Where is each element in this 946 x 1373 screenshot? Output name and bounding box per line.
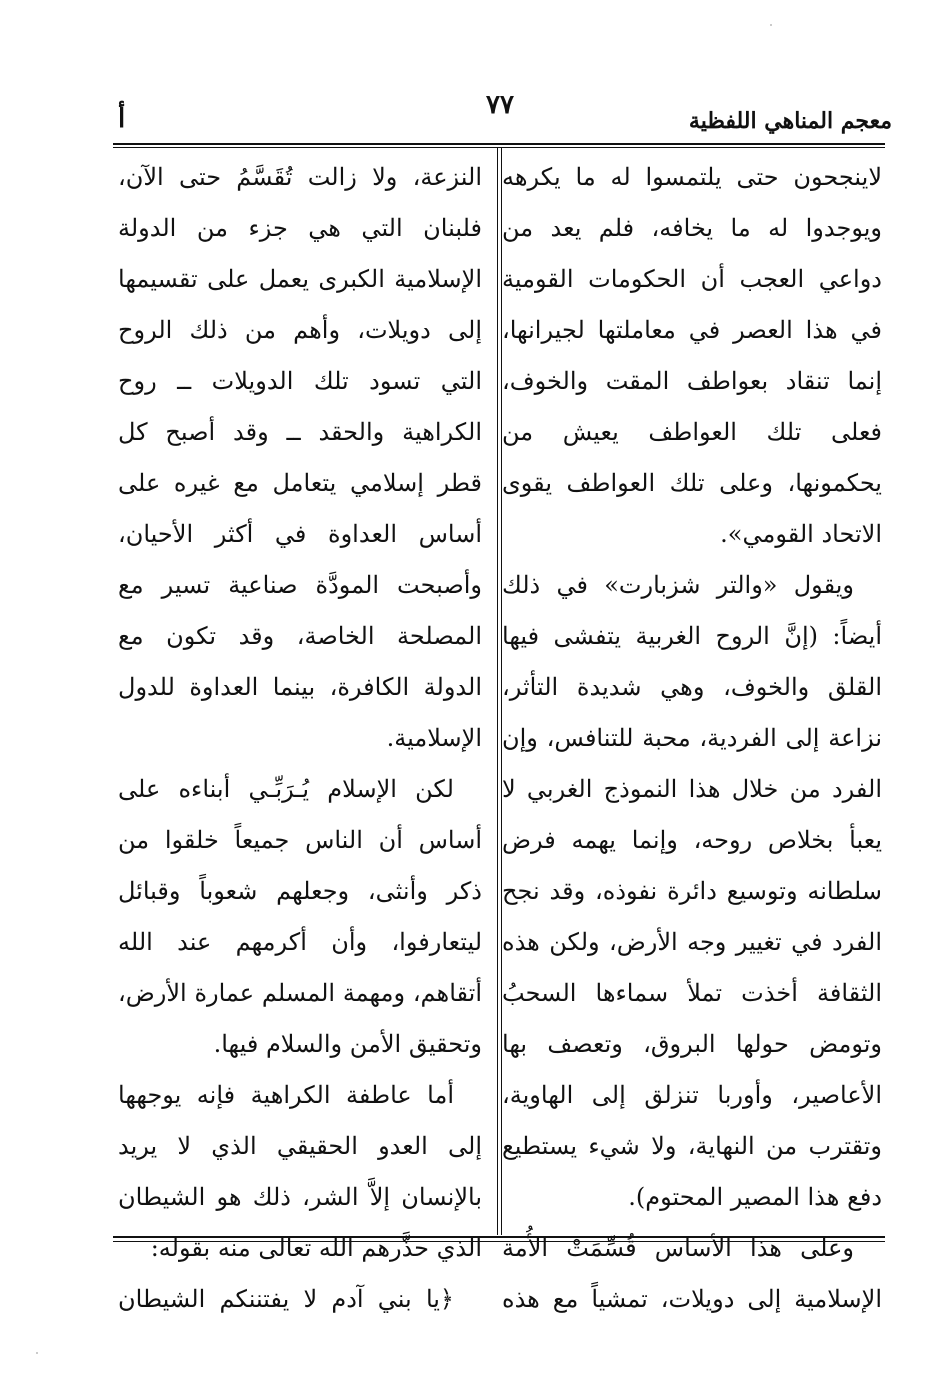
paragraph: ﴿يا بني آدم لا يفتننكم الشيطان	[118, 1285, 454, 1313]
scan-speck	[36, 1352, 38, 1354]
page-number: ٧٧	[486, 90, 514, 120]
left-column	[118, 152, 482, 1325]
paragraph: ويقول «والتر شزبارت» في ذلك أيضاً: (إنَّ الروح الغربية يتفشى فيها القلق والخوف، وهي شديدة التأثر، نزاعة إلى الفردية، محبة للتنافس، وإن الفرد من خلال هذا النموذج الغربي لا يعبأ بخلاص روحه، وإنما يهمه فرض سلطانه وتوسيع دائرة نفوذه، وقد نجح الفرد في تغيير وجه الأرض، ولكن هذه الثقافة أخذت تملأ سماءها السحبُ وتومض حولها البروق، وتعصف بها الأعاصير، وأوربا تنزلق إلى الهاوية، وتقترب من النهاية، ولا شيء يستطيع دفع هذا المصير المحتوم).	[502, 571, 882, 1211]
paragraph: وعلى هذا الأساس قُسِّمَتْ الأُمة الإسلامية إلى دويلات، تمشياً مع هذه	[502, 1234, 882, 1313]
paragraph: لاينجحون حتى يلتمسوا له ما يكرهه ويوجدوا له ما يخافه، فلم يعد من دواعي العجب أن الحكومات القومية في هذا العصر في معاملتها لجيرانها، إنما تنقاد بعواطف المقت والخوف، فعلى تلك العواطف يعيش من يحكمونها، وعلى تلك العواطف يقوى الاتحاد القومي».	[502, 163, 882, 548]
scan-speck	[770, 24, 772, 26]
section-mark: أ	[118, 104, 126, 134]
paragraph: النزعة، ولا زالت تُقَسَّمُ حتى الآن، فلبنان التي هي جزء من الدولة الإسلامية الكبرى يعمل على تقسيمها إلى دويلات، وأهم من ذلك الروح التي تسود تلك الدويلات ــ روح الكراهية والحقد ــ وقد أصبح كل قطر إسلامي يتعامل مع غيره على أساس العداوة في أكثر الأحيان، وأصبحت المودَّة صناعية تسير مع المصلحة الخاصة، وقد تكون مع الدولة الكافرة، بينما العداوة للدول الإسلامية.	[118, 163, 482, 752]
running-title: معجم المناهي اللفظية	[688, 108, 892, 134]
paragraph: لكن الإسلام يُـرَبِّـي أبناءه على أساس أن الناس جميعاً خلقوا من ذكر وأنثى، وجعلهم شعوباً وقبائل ليتعارفوا، وأن أكرمهم عند الله أتقاهم، ومهمة المسلم عمارة الأرض، وتحقيق الأمن والسلام فيها.	[118, 775, 482, 1058]
paragraph: أما عاطفة الكراهية فإنه يوجهها إلى العدو الحقيقي الذي لا يريد بالإنسان إلاَّ الشر، ذلك هو الشيطان الذي حذَّرهم الله تعالى منه بقوله:	[118, 1081, 482, 1262]
right-column	[502, 152, 882, 1325]
